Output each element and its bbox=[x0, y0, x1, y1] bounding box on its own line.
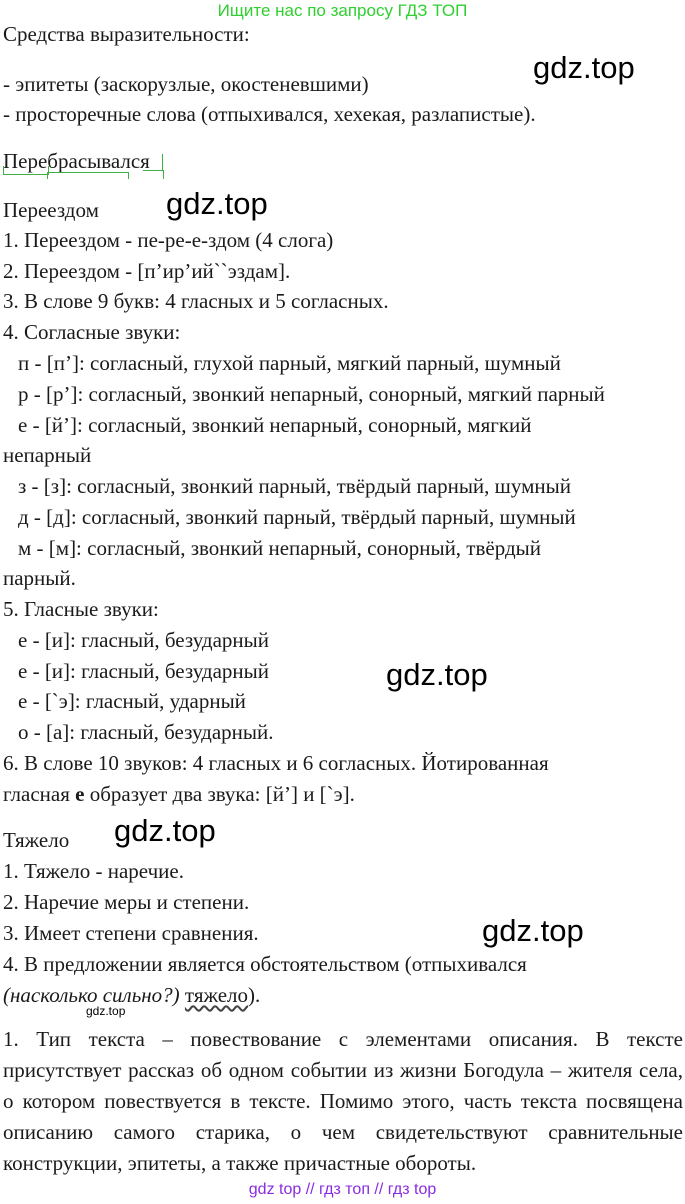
consonant-line: е - [й’]: согласный, звонкий непарный, сонорный, мягкий bbox=[18, 413, 532, 437]
list-item: - просторечные слова (отпыхивался, хехекая, разлапистые). bbox=[3, 102, 536, 126]
postfix-mark bbox=[143, 170, 164, 179]
watermark: gdz.top bbox=[533, 50, 635, 85]
analysis-line: 2. Переездом - [п’ир’ий``эздам]. bbox=[3, 259, 291, 283]
watermark: gdz.top bbox=[86, 1004, 126, 1018]
analysis-line: 5. Гласные звуки: bbox=[3, 597, 159, 621]
word-title: Переездом bbox=[3, 198, 99, 222]
morpheme-word: Перебрасывался bbox=[3, 149, 150, 173]
consonant-line: р - [р’]: согласный, звонкий непарный, сонорный, мягкий парный bbox=[18, 382, 605, 406]
analysis-line: 2. Наречие меры и степени. bbox=[3, 890, 250, 914]
analysis-line: (насколько сильно?) тяжело). bbox=[3, 983, 261, 1007]
section-heading: Средства выразительности: bbox=[3, 22, 250, 46]
analysis-line: 1. Тяжело - наречие. bbox=[3, 859, 184, 883]
prefix-mark bbox=[3, 166, 49, 175]
analysis-line: 6. В слове 10 звуков: 4 гласных и 6 согласных. Йотированная bbox=[3, 751, 549, 775]
consonant-line: м - [м]: согласный, звонкий непарный, сонорный, твёрдый bbox=[18, 536, 541, 560]
analysis-line: 3. В слове 9 букв: 4 гласных и 5 согласных. bbox=[3, 289, 389, 313]
watermark: gdz.top bbox=[482, 913, 584, 948]
consonant-line-cont: непарный bbox=[3, 443, 92, 467]
word-title: Тяжело bbox=[3, 828, 70, 852]
vowel-line: е - [и]: гласный, безударный bbox=[18, 628, 269, 652]
consonant-line: д - [д]: согласный, звонкий парный, твёрдый парный, шумный bbox=[18, 505, 576, 529]
consonant-line: п - [п’]: согласный, глухой парный, мягкий парный, шумный bbox=[18, 351, 561, 375]
bottom-banner[interactable]: gdz top // гдз топ // гдз top bbox=[248, 1181, 437, 1198]
top-banner[interactable]: Ищите нас по запросу ГДЗ ТОП bbox=[217, 1, 468, 20]
consonant-line-cont: парный. bbox=[3, 566, 76, 590]
list-item: - эпитеты (заскорузлые, окостеневшими) bbox=[3, 72, 369, 96]
watermark: gdz.top bbox=[114, 813, 216, 848]
analysis-line: гласная е образует два звука: [й’] и [`э]. bbox=[3, 782, 355, 806]
analysis-line: 3. Имеет степени сравнения. bbox=[3, 921, 259, 945]
vowel-line: о - [а]: гласный, безударный. bbox=[18, 720, 274, 744]
consonant-line: з - [з]: согласный, звонкий парный, твёрдый парный, шумный bbox=[18, 474, 571, 498]
vowel-line: е - [`э]: гласный, ударный bbox=[18, 689, 246, 713]
text-analysis-paragraph: 1. Тип текста – повествование с элементами описания. В тексте присутствует рассказ об одном событии из жизни Богодула – жителя села, о котором повествуется в тексте. Помимо этого, часть текста посвящена описанию самого старика, о чем свидетельствуют сравнительные конструкции, эпитеты, а также причастные обороты. bbox=[3, 1027, 683, 1175]
vowel-line: е - [и]: гласный, безударный bbox=[18, 659, 269, 683]
root-mark bbox=[47, 172, 129, 179]
analysis-line: 4. В предложении является обстоятельством (отпыхивался bbox=[3, 952, 527, 976]
watermark: gdz.top bbox=[386, 657, 488, 692]
analysis-line: 1. Переездом - пе-ре-е-здом (4 слога) bbox=[3, 228, 334, 252]
postfix-mark-vertical bbox=[162, 154, 164, 170]
analysis-line: 4. Согласные звуки: bbox=[3, 320, 181, 344]
watermark: gdz.top bbox=[166, 186, 268, 221]
